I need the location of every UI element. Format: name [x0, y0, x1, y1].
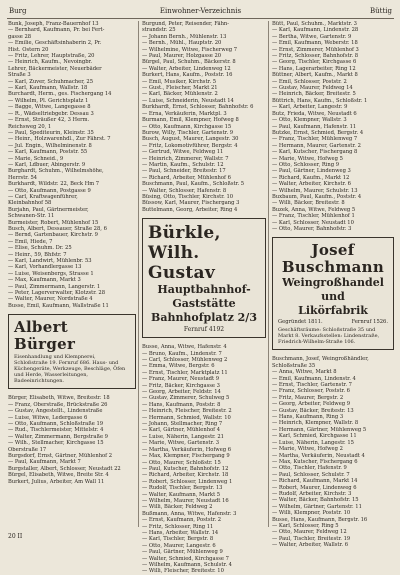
directory-entry: Büttner, Albert, Kaufm., Markt 8	[272, 72, 358, 79]
ad-subtitle: Hauptbahnhof-Gaststätte	[157, 283, 251, 311]
directory-entry: — Max, Kutscher, Fischergang 6	[272, 458, 358, 465]
directory-entry: — Paul, Tischler, Breitestr. 19	[272, 535, 351, 542]
directory-entry: — Gustav, Bäcker, Breitestr. 13	[272, 407, 354, 414]
directory-entry: — Fritz, Bäcker, Kirchgasse 3	[142, 382, 220, 389]
directory-entry: — Karl, Kaufmann, Wallstr. 18	[8, 85, 88, 92]
entry-list	[272, 356, 394, 548]
directory-entry: — Walter, Arbeiter, Wallstr. 6	[272, 542, 349, 549]
directory-entry: — Willi, Bäcker, Feldweg 2	[142, 504, 213, 511]
directory-entry: — Emma, Witwe, Bergstr. 6	[142, 363, 215, 370]
directory-entry: Schloßstraße 35	[272, 362, 316, 369]
directory-entry: — Martha, Verkäuferin, Neustadt 4	[272, 452, 365, 459]
directory-entry: — Emil, Kaufmann, Lindenstr. 4	[272, 375, 356, 382]
directory-entry: — Hans, Arbeiter, Wallstr. 14	[142, 529, 219, 536]
directory-entry: — Walter, Bäcker, Bahnhofstr. 15	[272, 497, 359, 504]
directory-entry: — Gertrud, Witwe, Feldweg 11	[142, 149, 224, 156]
directory-entry: — Robert, Schlosser, Lindenweg 1	[142, 478, 233, 485]
ad-address: Bahnhofplatz 2/3	[151, 311, 257, 325]
directory-entry: — Karl, Kutscher, Fischergang 8	[272, 149, 358, 156]
directory-entry: — Walter, Maurer, Nordstraße 4	[8, 296, 93, 303]
header-right-catchword: Büttig	[370, 7, 392, 15]
directory-entry: — Bernd, Gartenbauer, Kirchstr. 9	[8, 232, 98, 239]
column-rule	[268, 21, 269, 527]
directory-entry: — Georg, Tischler, Kirchgasse 6	[272, 59, 357, 66]
directory-entry: — Ernst, Tischler, Marktplatz 11	[142, 369, 228, 376]
directory-entry: — Hermann, Schmied, Wallstr. 10	[142, 414, 231, 421]
directory-entry: Bürgel, Elisabeth, Witwe, Breite Str. 4	[8, 472, 109, 479]
column-3	[272, 21, 394, 549]
directory-entry: — Luise, Weisenbergs, Strasse 1	[8, 270, 94, 277]
header-left-catchword: Burg	[9, 7, 27, 15]
directory-entry: — Hans, Kaufmann, Poststr. 8	[142, 401, 221, 408]
directory-entry: Lehrer, Bäckermeister, Neuerbäder	[8, 65, 102, 72]
directory-entry: — Georg, Arbeiter, Feldweg 9	[272, 401, 351, 408]
directory-entry: Buschmann, Paul, Kaufm., Schloßstr. 5	[142, 181, 245, 188]
directory-entry: — Emil, Schlosser, Poststr. 2	[272, 78, 347, 85]
directory-entry: — Karl, Ldbuer, Abingerstr. 9	[8, 161, 86, 168]
directory-entry: — Carl, Kraftwagenführer,	[8, 193, 78, 200]
column-2	[142, 21, 266, 575]
directory-entry: — Marie, Witwe, Hofweg 2	[272, 446, 343, 453]
directory-entry: Busch, Albert, Dessauer, Straße 28, 6	[8, 226, 107, 232]
entry-list	[8, 395, 136, 485]
directory-entry: — Heinrich, Kaufm., Nevoingbr.	[8, 59, 93, 66]
directory-entry: — Karl, Arbeiter, Langestr. 9	[272, 104, 348, 111]
directory-entry: — Walter, Schlosser, Hafenstr. 8	[142, 187, 227, 194]
directory-entry: — Wilhelm, Gärtner, Gartenstr. 11	[272, 503, 362, 510]
directory-entry: — Hans, Kaufmann, Ring 3	[272, 414, 344, 421]
directory-entry: — Gustav, Angestellt., Lindenstraße	[8, 408, 103, 415]
directory-entry: — Rud., Tischlermeister, Mittelstr. 4	[8, 427, 104, 434]
directory-entry: Burchardt, Herm., ges. Fischergang 14	[8, 91, 112, 98]
ad-text: Eisenhandlung und Klempnerei, Schloßstraße 19. Fernruf 686. Haus- und Küchengeräte, Werkzeuge, Beschläge, Öfen und Herde, Wasserleitungen, Badeeinrichtungen.	[14, 354, 126, 385]
directory-entry: Burkert, Hans, Kaufm., Poststr. 16	[142, 72, 233, 79]
directory-entry: Burkhardt, Wildstr. 22, Beck Hm 7	[8, 181, 100, 188]
directory-entry: — Heinrich, Zimmerer, Wallstr. 7	[142, 155, 229, 162]
entry-list	[272, 21, 394, 232]
directory-entry: — Johann Bernh., Mühlenstr. 13	[142, 33, 227, 40]
directory-entry: — Ernst, Sträußer 42, 3 Herm.	[8, 117, 90, 124]
directory-entry: — Rudolf, Tischler, Bergstr. 13	[142, 485, 223, 492]
directory-entry: — Gustav, Maurer, Feldweg 14	[272, 85, 353, 92]
directory-entry: — Franz, Maurer, Neustadt 9	[142, 376, 220, 383]
header-title: Einwohner-Verzeichnis	[159, 7, 242, 15]
directory-entry: — Heinrich, Fleischer, Breitestr. 2	[142, 408, 232, 415]
directory-entry: — Bernh., Mühl., Hauptstr. 20	[142, 40, 222, 47]
directory-entry: — Richard, Arbeiter, Kirchstr. 18	[142, 472, 229, 479]
directory-entry: — Carl, Schlosser, Mühlenweg 2	[142, 357, 228, 363]
directory-entry: — Ernst, Zimmerer, Mühlenhof 3	[272, 46, 359, 53]
directory-entry: — Marie, Witwe, Gartenstr. 3	[142, 440, 220, 447]
directory-entry: — Willi, Klempner, Poststr. 10	[272, 510, 351, 517]
running-header	[7, 5, 394, 19]
directory-entry: Burgsdorf, Ernst, Gärtner, Mühlenhof 2	[8, 452, 113, 459]
directory-entry: — Otto, Maurer, Feldweg 12	[272, 529, 347, 536]
column-1	[8, 21, 136, 527]
directory-entry: — Karl, Zuver, Schuhmacher, 25	[8, 78, 94, 85]
entry-list	[142, 21, 266, 213]
directory-entry: Burjahn, Paul, Gärtnermeister,	[8, 206, 89, 213]
directory-entry: — Rudolf, Arbeiter, Kirchstr. 3	[272, 490, 352, 497]
ad-info-row	[278, 319, 388, 326]
directory-entry: Burmann, Emil, Klempner, Hofweg 8	[142, 117, 239, 124]
directory-entry: Bürger, Elisabeth, Witwe, Breitestr. 18	[8, 395, 110, 402]
advertisement-josef-buschmann	[272, 237, 394, 350]
page-number: 20 II	[8, 533, 23, 540]
directory-entry: — Franz, Tischler, Mühlenweg 7	[272, 136, 358, 143]
directory-entry: — Fritz, Lokomotivführer, Bergstr. 4	[142, 142, 238, 149]
directory-entry: — Paul, Kutscher, Bahnhofstr. 12	[142, 465, 229, 472]
directory-entry: — Otto, Schlosser, Ring 9	[272, 161, 340, 168]
directory-entry: Herrstr. 54	[8, 174, 38, 181]
directory-entry: — Luise, Näherin, Langestr. 21	[142, 433, 224, 440]
directory-entry: — Paul, Spediteurin, Kleinstr. 35	[8, 129, 94, 136]
directory-entry: Büssow, Karl, Maurer, Fischergang 3	[142, 200, 240, 207]
directory-entry: — Emil, Kaufmann, Weberstr. 18	[272, 40, 358, 47]
ad-title: Josef Buschmann	[281, 241, 385, 277]
ad-title: Bürkle, Wilh. Gustav	[148, 223, 221, 284]
directory-entry: — Ernst, Tischler, Gartenstr. 7	[272, 382, 352, 389]
directory-entry: — Otto, Maurer, Bahnhofstr. 3	[272, 226, 352, 232]
directory-entry: — Paul, Kaufmann, Hafenstr. 11	[272, 123, 357, 130]
directory-entry: Burghardt, Schuhm., Wilhelmshöhe,	[8, 168, 104, 175]
directory-entry: — Georg, Arbeiter, Feldstr. 14	[142, 389, 221, 396]
directory-entry: — Luise, Schneiderin, Neustadt 14	[142, 97, 234, 104]
directory-entry: Büsing, Otto, Tischler, Kirchstr. 10	[142, 193, 234, 200]
directory-entry: — Hermann, Maurer, Gartenstr. 2	[272, 142, 361, 149]
directory-entry: — Richard, Arbeiter, Mühlenhof 6	[142, 174, 231, 181]
directory-entry: — Jul. Engin., Wilhelminenstr. 8	[8, 142, 92, 149]
directory-entry: — Ernst, Kaufmann, Poststr. 2	[142, 517, 222, 524]
directory-entry: — Paul, Schlosser, Schulstr. 7	[272, 471, 350, 478]
directory-entry: Straße 3	[8, 72, 31, 79]
directory-entry: Busse, Emil, Kaufmann, Wallstraße 11	[8, 302, 109, 309]
directory-entry: Buxbaum, Paul, Kaufm., Poststr. 4	[272, 193, 362, 200]
directory-entry: Burkhardt, Ernst, Schlosser, Bahnhofstr. 6	[142, 104, 254, 111]
directory-entry: Busse, Anna, Witwe, Hafenstr. 4	[142, 344, 227, 351]
directory-entry: — Anna, Witwe, Markt 8	[272, 369, 337, 376]
directory-entry: — Luise, Näherin, Langestr. 15	[272, 439, 354, 446]
directory-entry: Burmeister, Robert, Mühlenhof 15	[8, 219, 99, 226]
directory-entry: Butz, Frieda, Witwe, Neustadt 6	[272, 110, 357, 117]
directory-entry: — Richard, Kaufmann, Markt 14	[272, 478, 358, 485]
directory-entry: — Gustav, Zimmerer, Schulweg 5	[142, 395, 230, 402]
directory-entry: Buschmann, Josef, Weingroßhändler,	[272, 356, 369, 363]
directory-entry: — Karl, Kaufmann, Lindenstr. 28	[272, 27, 359, 34]
directory-entry: — Heinr., Holzwarenhdl., Zur Fährst. 7	[8, 136, 111, 143]
advertisement-buerkle	[142, 218, 266, 338]
ad-subtitle: Weingroßhandel und	[282, 276, 384, 304]
directory-entry: — Franz, Tischler, Mühlenhof 1	[272, 213, 355, 220]
directory-entry: Burgstaller, Albert, Schlosser, Neustadt 22	[8, 465, 121, 472]
directory-entry: — Otto, Kaufmann, Postgasse 9	[8, 187, 91, 194]
directory-entry: Bunk, Joseph, Franz-Bauernhof 13	[8, 21, 99, 27]
directory-entry: — Fritz, Schlosser, Bahnhofstr. 8	[272, 53, 359, 60]
ad-phone: Fernruf 4192	[183, 326, 225, 334]
ad-phone: Fernruf 1526.	[351, 319, 388, 326]
directory-entry: — Otto, Kaufmann, Kirchgasse 15	[142, 123, 232, 130]
directory-entry: — Karl, Kaufmann, Poststr. 55	[8, 149, 88, 156]
directory-entry: — Otto, Kaufmann, Schloßstraße 19	[8, 420, 104, 427]
directory-entry: — Karl, Vorhandlergasse 13	[8, 264, 82, 271]
directory-entry: — Bernhard, Kaufmann, Pr. bei Fert-	[8, 27, 105, 34]
directory-entry: — Bruno, Kaufm., Lindenstr. 7	[142, 350, 222, 357]
directory-entry: — Willi, Fleischer, Breitestr. 10	[142, 568, 224, 575]
directory-entry: Kleinbahnhof 58	[8, 200, 52, 207]
directory-entry: — Wilhelm, Maurer, Neustadt 16	[142, 497, 229, 504]
directory-entry: — Paul, Schneider, Breitestr. 17	[142, 168, 226, 175]
directory-entry: — Wilhelm, Kaufmann, Schulstr. 4	[142, 562, 232, 568]
directory-entry: — Heinrich, Klempner, Wallstr. 8	[272, 420, 359, 427]
directory-entry: — Emilie, Geschäftsinhaberin 2, Pr.	[8, 40, 102, 47]
directory-entry: Bürgel, Paul, Schuhm., Bäckerstr. 8	[142, 59, 236, 66]
directory-entry: — Karl, Tischler, Bergstr. 8	[142, 536, 214, 543]
directory-entry: Schwanen-Str. 11	[8, 213, 55, 220]
directory-entry: Butzke, Ernst, Schmied, Bergstr. 4	[272, 129, 364, 136]
directory-entry: — Wilhelmine, Witwe, Fischerweg 7	[142, 46, 238, 53]
directory-entry: — Hans, Lagerarbeiter, Ring 12	[272, 65, 356, 72]
directory-entry: — Walter, Zimmermann, Bergstraße 9	[8, 433, 108, 440]
directory-entry: — Paul, Zimmermann, Langerstr. 1	[8, 283, 101, 290]
directory-entry: — Karl, Schlosser, Neustadt 10	[272, 219, 354, 226]
directory-entry: — Gust., Fleischer, Markt 21	[142, 85, 218, 92]
directory-entry: — Willi, Bäcker, Breitestr. 8	[272, 200, 345, 207]
directory-entry: — Robert, Maurer, Lindenweg 6	[272, 484, 357, 491]
directory-entry: — Max, Klempner, Fischergang 9	[142, 453, 230, 460]
directory-entry: strandstr. 25	[142, 27, 176, 34]
directory-entry: — Paul, Gärtner, Lindenweg 3	[272, 168, 351, 175]
directory-entry: Hist. Ostern 20	[8, 46, 49, 53]
directory-entry: Reichsweg 20, 1	[8, 123, 52, 130]
directory-entry: — Paul, Gärtner, Mühlenweg 9	[142, 549, 223, 556]
directory-entry: — Peter, Lagerverwalter, Klotzstr. 28	[8, 290, 105, 297]
directory-entry: Buzek, Anna, Witwe, Feldweg 5	[272, 206, 356, 213]
directory-entry: — Otto, Maurer, Langestr. 6	[142, 542, 216, 549]
directory-entry: — Karl, Gärtner, Mühlenhof 4	[142, 427, 221, 434]
directory-entry: — Emil, Hiede, 7	[8, 238, 53, 245]
directory-entry: — Bertha, Witwe, Gartenstr. 9	[272, 33, 352, 40]
ad-founded: Gegründet 1811.	[278, 319, 323, 326]
directory-entry: — Martha, Verkäuferin, Hofweg 6	[142, 446, 232, 453]
entry-list	[142, 344, 266, 575]
directory-entry: — Otto, Klempner, Wallstr. 3	[272, 117, 347, 124]
directory-entry: — Fritz, Lehrer, Hauptstraße, 20	[8, 53, 95, 60]
directory-entry: Busch, August, Maurer, Langestr. 30	[142, 136, 239, 143]
directory-entry: — Marie, Schneid., 9	[8, 155, 64, 162]
directory-entry: — Walter, Arbeiter, Lindenweg 12	[142, 65, 231, 72]
ad-title: Albert Bürger	[14, 318, 76, 354]
directory-entry: — Walter, Kaufmann, Markt 5	[142, 491, 221, 498]
directory-entry: Burgund, Peter, Reisender, Fähn-	[142, 21, 230, 27]
directory-entry: — Heinrich, Bäcker, Breitestr. 5	[272, 91, 356, 98]
entry-list	[8, 21, 136, 309]
directory-entry: — Richard, Kaufm., Markt 12	[272, 174, 350, 181]
directory-entry: Burkert, Julius, Arbeiter, Am Wall 11	[8, 478, 105, 485]
directory-entry: — Luise, Witwe, Ledergasse 6	[8, 414, 88, 421]
directory-entry: — Bagge, Witwe, Langegasse 8	[8, 104, 91, 111]
directory-entry: — Paul, Maurer, Holzgasse 20	[142, 53, 222, 60]
directory-entry: Burow, Willy, Tischler, Gartenstr. 9	[142, 129, 234, 136]
directory-entry: — Max, Kaufmann, Markt 3	[8, 277, 81, 284]
directory-entry: — Emil, Musiker, Kirchstr. 5	[142, 78, 217, 85]
directory-entry: Büttrich, Hans, Kaufm., Schloßstr. 1	[272, 97, 368, 104]
ad-text: Geschäftsräume: Schloßstraße 35 und Markt 8. Verkaufsstellen: Lindenstraße, Friedrich-Wilhelm-Straße 106.	[278, 327, 380, 346]
directory-entry: — Walter, Arbeiter, Kirchstr. 6	[272, 181, 351, 188]
column-rule	[138, 21, 139, 527]
advertisement-albert-buerger	[8, 314, 136, 389]
directory-entry: — Walter, Schmied, Kirchgasse 7	[142, 555, 229, 562]
directory-entry: Bütt, Paul, Schuhm., Marktstr. 3	[272, 21, 357, 27]
directory-entry: — Elise, Schuhm. Dr. 25	[8, 245, 72, 252]
directory-entry: — Johann, Stellmacher, Ring 7	[142, 421, 223, 428]
directory-entry: — Franz, Oberstraße, Brückstraße 26	[8, 401, 108, 408]
directory-entry: Buttelmann, Georg, Arbeiter, Ring 4	[142, 206, 238, 213]
directory-entry: — Wilh., Stellmacher, Kirchgasse 15	[8, 440, 104, 447]
directory-entry: — Karl, Landwirt, Mühlenbr. 53	[8, 258, 92, 265]
directory-entry: — Hermann, Gärtner, Mühlenweg 5	[272, 426, 367, 433]
directory-entry: — Fritz, Schlosser, Ring 11	[142, 523, 214, 530]
directory-entry: — Otto, Tischler, Hafenstr. 9	[272, 465, 347, 472]
directory-entry: — Karl, Bäcker, Mühlenstr. 2	[142, 91, 218, 98]
directory-entry: — Erna, Verkäuferin, Marktpl. 3	[142, 110, 227, 117]
directory-entry: Oberstraße 17	[8, 446, 47, 453]
directory-entry: gasse 28	[8, 33, 32, 40]
directory-entry: Busse, Hans, Kaufmann, Bergstr. 16	[272, 516, 368, 523]
directory-entry: Bußmann, Anna, Witwe, Hafenstr. 3	[142, 510, 237, 517]
directory-entry: — Otto, Maurer, Schloßstr. 15	[142, 459, 221, 466]
directory-entry: — Fritz, Maurer, Bergstr. 2	[272, 394, 344, 401]
directory-entry: — Wilhelm, Maurer, Schulstr. 13	[272, 187, 358, 194]
directory-entry: — Karl, Schlosser, Ring 5	[272, 522, 339, 529]
ad-subtitle-2: Likörfabrik	[298, 304, 368, 318]
directory-entry: — Martin, Kaufm., Schulstr. 12	[142, 161, 224, 168]
directory-entry: — Wilhelm, Pl. Gerichtsplatz 1	[8, 97, 89, 104]
directory-entry: — Paul, Kaufmann, Markt 7	[8, 459, 81, 466]
directory-entry: — R., Wädseltriebgebr. Dessau 3	[8, 110, 94, 117]
directory-entry: — Franz, Schlosser, Poststr. 6	[272, 388, 350, 395]
directory-entry: — Karl, Schmied, Kirchgasse 11	[272, 433, 357, 440]
directory-entry: — Marie, Witwe, Hofweg 5	[272, 155, 343, 162]
directory-entry: — Heinr., 59, Bhfstr. 7	[8, 251, 67, 258]
